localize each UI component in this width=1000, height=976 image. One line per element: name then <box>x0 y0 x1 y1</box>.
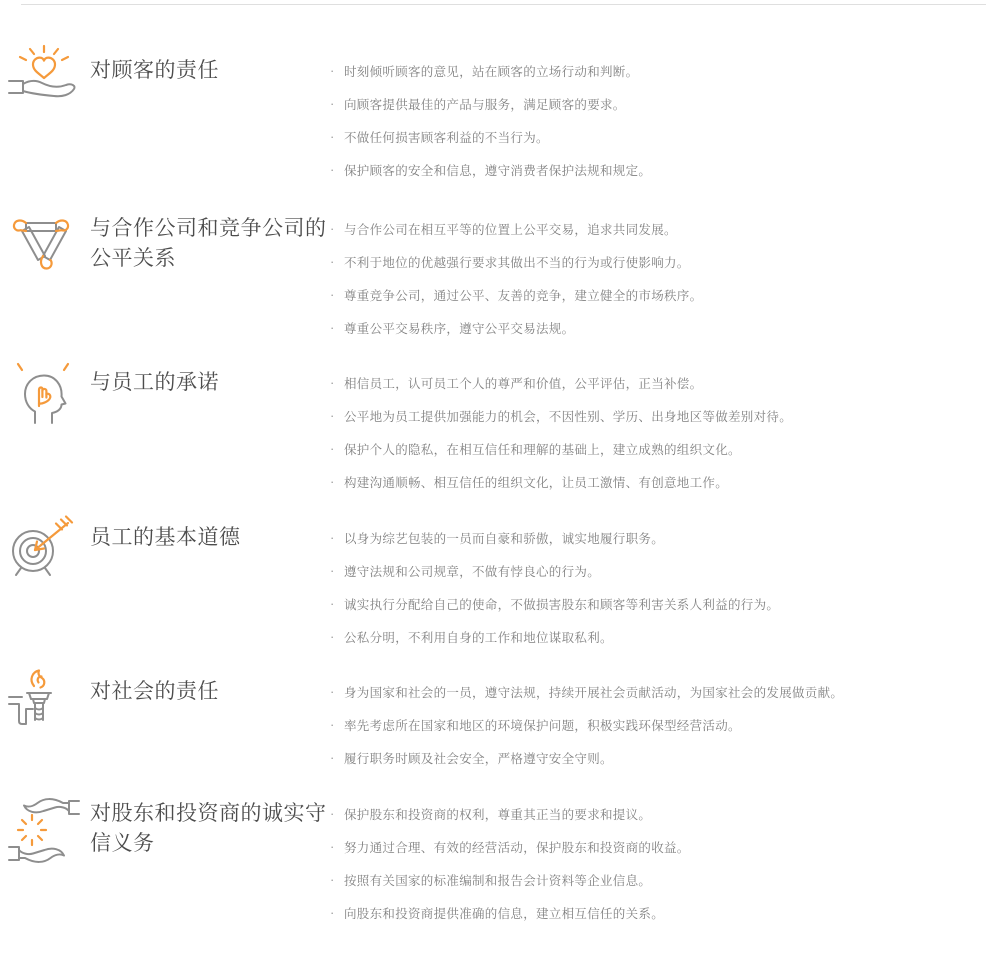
list-item <box>330 120 1000 153</box>
bullet-text: 保护个人的隐私，在相互信任和理解的基础上，建立成熟的组织文化。 <box>344 442 741 457</box>
bullet-dot: · <box>330 629 335 644</box>
bullet-dot: · <box>330 530 335 545</box>
bullet-text: 以身为综艺包装的一员而自豪和骄傲，诚实地履行职务。 <box>344 531 665 546</box>
list-item <box>330 741 1000 774</box>
list-item <box>330 620 1000 653</box>
list-item <box>330 554 1000 587</box>
bullet-list <box>330 54 1000 186</box>
list-item <box>330 87 1000 120</box>
bullet-text: 相信员工，认可员工个人的尊严和价值，公平评估，正当补偿。 <box>344 376 703 391</box>
bullet-text: 尊重竞争公司，通过公平、友善的竞争，建立健全的市场秩序。 <box>344 288 703 303</box>
bullet-dot: · <box>330 717 335 732</box>
bullet-dot: · <box>330 254 335 269</box>
list-item <box>330 521 1000 554</box>
bullet-dot: · <box>330 408 335 423</box>
bullet-dot: · <box>330 63 335 78</box>
bullet-list <box>330 675 1000 774</box>
bullet-text: 向顾客提供最佳的产品与服务，满足顾客的要求。 <box>344 97 626 112</box>
list-item <box>330 212 1000 245</box>
head-with-pledge-hand-icon <box>6 366 84 425</box>
bullet-dot: · <box>330 287 335 302</box>
bullet-list <box>330 366 1000 498</box>
bullet-list <box>330 212 1000 344</box>
bullet-text: 公平地为员工提供加强能力的机会，不因性别、学历、出身地区等做差别对待。 <box>344 409 793 424</box>
section-customers <box>0 54 1000 186</box>
bullet-text: 率先考虑所在国家和地区的环境保护问题，积极实践环保型经营活动。 <box>344 718 741 733</box>
bullet-dot: · <box>330 221 335 236</box>
bullet-text: 尊重公平交易秩序，遵守公平交易法规。 <box>344 321 575 336</box>
bullet-text: 构建沟通顺畅、相互信任的组织文化，让员工激情、有创意地工作。 <box>344 475 729 490</box>
bullet-text: 向股东和投资商提供准确的信息，建立相互信任的关系。 <box>344 906 665 921</box>
bullet-text: 努力通过合理、有效的经营活动，保护股东和投资商的收益。 <box>344 840 690 855</box>
list-item <box>330 399 1000 432</box>
target-arrow-icon <box>6 521 84 581</box>
bullet-text: 不利于地位的优越强行要求其做出不当的行为或行使影响力。 <box>344 255 690 270</box>
list-item <box>330 708 1000 741</box>
section-title: 员工的基本道德 <box>90 526 241 549</box>
three-hands-teamwork-icon <box>6 212 84 274</box>
list-item <box>330 153 1000 186</box>
section-fair-relations <box>0 212 1000 344</box>
list-item <box>330 830 1000 863</box>
section-title: 与员工的承诺 <box>90 371 219 394</box>
list-item <box>330 54 1000 87</box>
section-title: 对股东和投资商的诚实守信义务 <box>90 802 327 855</box>
section-employee-commitment <box>0 366 1000 498</box>
bullet-dot: · <box>330 474 335 489</box>
section-title: 对顾客的责任 <box>90 59 219 82</box>
bullet-dot: · <box>330 905 335 920</box>
hand-holding-heart-icon <box>6 54 84 106</box>
bullet-text: 保护股东和投资商的权利，尊重其正当的要求和提议。 <box>344 807 652 822</box>
torch-in-hand-icon <box>6 675 84 750</box>
list-item <box>330 675 1000 708</box>
bullet-dot: · <box>330 320 335 335</box>
section-shareholders <box>0 797 1000 929</box>
bullet-dot: · <box>330 806 335 821</box>
bullet-dot: · <box>330 375 335 390</box>
list-item <box>330 245 1000 278</box>
bullet-text: 保护顾客的安全和信息，遵守消费者保护法规和规定。 <box>344 163 652 178</box>
section-society <box>0 675 1000 774</box>
bullet-text: 遵守法规和公司规章，不做有悖良心的行为。 <box>344 564 601 579</box>
list-item <box>330 587 1000 620</box>
bullet-dot: · <box>330 96 335 111</box>
bullet-text: 履行职务时顾及社会安全，严格遵守安全守则。 <box>344 751 613 766</box>
hands-with-sparkle-icon <box>6 797 84 865</box>
list-item <box>330 311 1000 344</box>
list-item <box>330 432 1000 465</box>
top-divider <box>21 4 986 5</box>
list-item <box>330 465 1000 498</box>
bullet-text: 按照有关国家的标准编制和报告会计资料等企业信息。 <box>344 873 652 888</box>
bullet-dot: · <box>330 839 335 854</box>
bullet-dot: · <box>330 441 335 456</box>
bullet-text: 时刻倾听顾客的意见，站在顾客的立场行动和判断。 <box>344 64 639 79</box>
list-item <box>330 797 1000 830</box>
section-title: 对社会的责任 <box>90 680 219 703</box>
list-item <box>330 863 1000 896</box>
bullet-dot: · <box>330 750 335 765</box>
bullet-dot: · <box>330 596 335 611</box>
section-title: 与合作公司和竞争公司的公平关系 <box>90 217 327 270</box>
bullet-text: 与合作公司在相互平等的位置上公平交易，追求共同发展。 <box>344 222 677 237</box>
bullet-text: 公私分明，不利用自身的工作和地位谋取私利。 <box>344 630 613 645</box>
bullet-dot: · <box>330 162 335 177</box>
bullet-dot: · <box>330 872 335 887</box>
section-employee-ethics <box>0 521 1000 653</box>
bullet-list <box>330 521 1000 653</box>
bullet-dot: · <box>330 563 335 578</box>
list-item <box>330 366 1000 399</box>
bullet-text: 不做任何损害顾客利益的不当行为。 <box>344 130 549 145</box>
bullet-dot: · <box>330 684 335 699</box>
bullet-dot: · <box>330 129 335 144</box>
bullet-list <box>330 797 1000 929</box>
list-item <box>330 896 1000 929</box>
bullet-text: 诚实执行分配给自己的使命，不做损害股东和顾客等利害关系人利益的行为。 <box>344 597 780 612</box>
list-item <box>330 278 1000 311</box>
bullet-text: 身为国家和社会的一员，遵守法规，持续开展社会贡献活动，为国家社会的发展做贡献。 <box>344 685 844 700</box>
